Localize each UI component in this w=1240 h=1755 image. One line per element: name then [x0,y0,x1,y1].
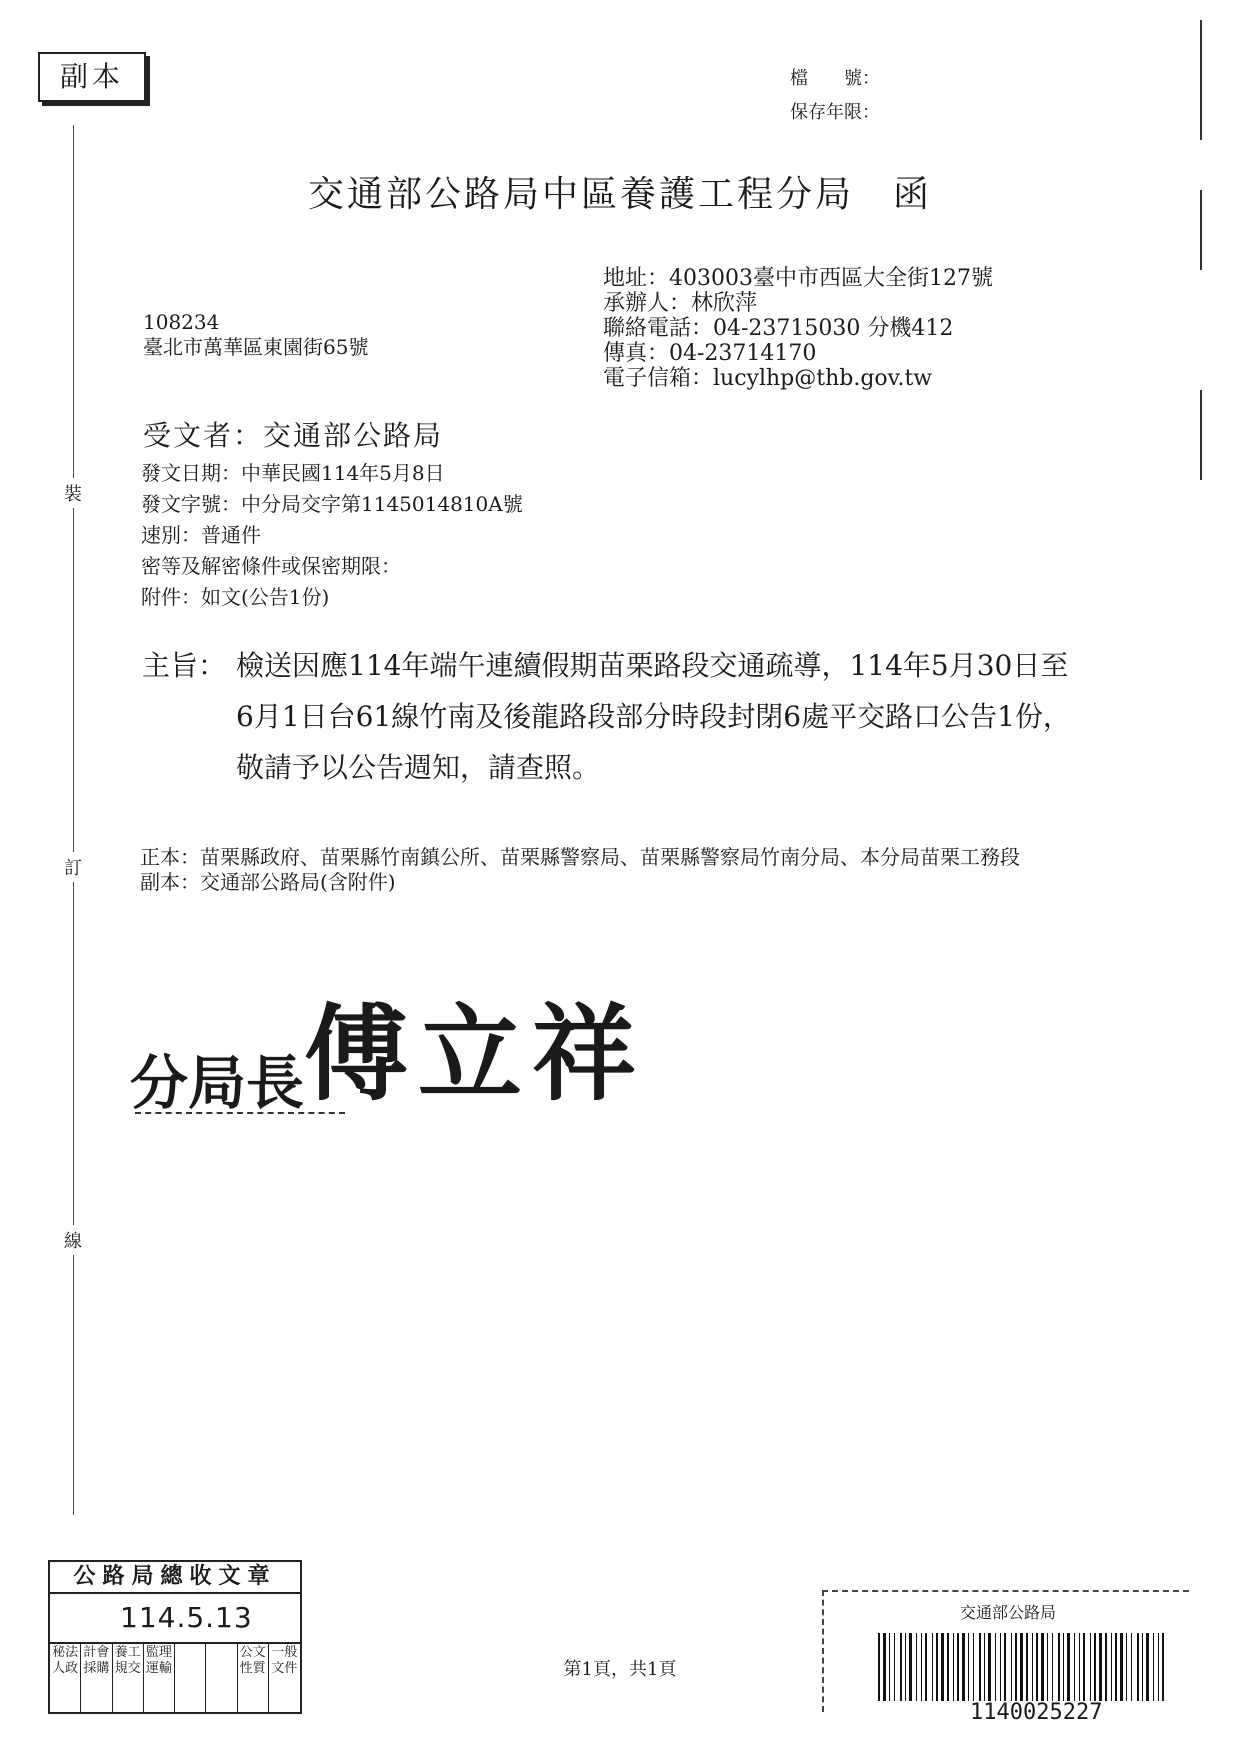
file-meta [790,62,880,130]
signature-title: 分局長 [130,1049,305,1117]
speed-class: 速別：普通件 [141,523,261,547]
original-recipients [140,845,1060,870]
barcode-number: 1140025227 [970,1700,1103,1725]
page-number: 第1頁，共1頁 [563,1659,677,1680]
document-title: 交通部公路局中區養護工程分局 函 [307,174,932,215]
distribution [140,845,1060,895]
signature-name: 傅立祥 [304,992,647,1115]
subject-text: 檢送因應114年端午連續假期苗栗路段交通疏導，114年5月30日至6月1日台61線竹南及後龍路段部分時段封閉6處平交路口公告1份，敬請予以公告週知，請查照。 [236,649,1071,784]
document-meta [141,458,523,613]
security-level: 密等及解密條件或保密期限： [141,554,401,578]
receipt-cell: 公文性質 [238,1644,269,1714]
copy-recipients [140,870,1060,895]
signature [130,970,646,1120]
document-number: 發文字號：中分局交字第1145014810A號 [141,492,523,516]
sender-fax: 傳真：04-23714170 [603,341,817,366]
subject [142,640,1072,793]
receipt-cell: 秘法人政 [50,1644,81,1714]
barcode-icon [878,1633,1168,1701]
right-edge-line [1200,390,1202,480]
original-label: 正本： [140,845,200,869]
recipient-postal-code: 108234 [143,310,220,334]
receipt-stamp-title: 公路局總收文章 [50,1562,300,1594]
copy-label: 副本： [140,870,200,894]
attachment: 附件：如文(公告1份) [141,585,330,609]
subject-label: 主旨： [142,649,227,682]
copy-list: 交通部公路局(含附件) [200,870,396,894]
recipient-address [143,310,368,360]
receipt-cell: 計會採購 [81,1644,112,1714]
signature-underline [135,1112,345,1114]
copy-stamp: 副本 [38,52,146,102]
receipt-cell: 監理運輸 [144,1644,175,1714]
binding-mark-xian: 線 [64,1225,82,1255]
issue-date: 發文日期：中華民國114年5月8日 [141,461,445,485]
binding-mark-ding: 訂 [64,852,82,882]
receipt-stamp-date: 114.5.13 [50,1594,300,1644]
binding-mark-zhuang: 裝 [64,478,82,508]
receipt-cell: 一般文件 [271,1645,298,1676]
receipt-cell: 養工規交 [113,1644,144,1714]
receipt-stamp [48,1560,302,1714]
barcode-org: 交通部公路局 [960,1603,1057,1622]
recipient-street-address: 臺北市萬華區東園街65號 [143,335,369,359]
binding-line [73,125,74,1515]
sender-email: 電子信箱：lucylhp@thb.gov.tw [603,366,933,391]
right-edge-line [1200,190,1202,270]
right-edge-line [1200,20,1202,140]
original-list: 苗栗縣政府、苗栗縣竹南鎮公所、苗栗縣警察局、苗栗縣警察局竹南分局、本分局苗栗工務段 [200,845,1020,869]
file-number-label: 檔 號： [790,68,880,89]
sender-handler: 承辦人：林欣萍 [603,291,758,316]
sender-phone: 聯絡電話：04-23715030 分機412 [603,316,954,341]
retention-label: 保存年限： [790,102,880,123]
sender-info [603,266,993,391]
receiver: 受文者：交通部公路局 [143,419,444,452]
sender-address: 地址：403003臺中市西區大全街127號 [603,266,993,291]
